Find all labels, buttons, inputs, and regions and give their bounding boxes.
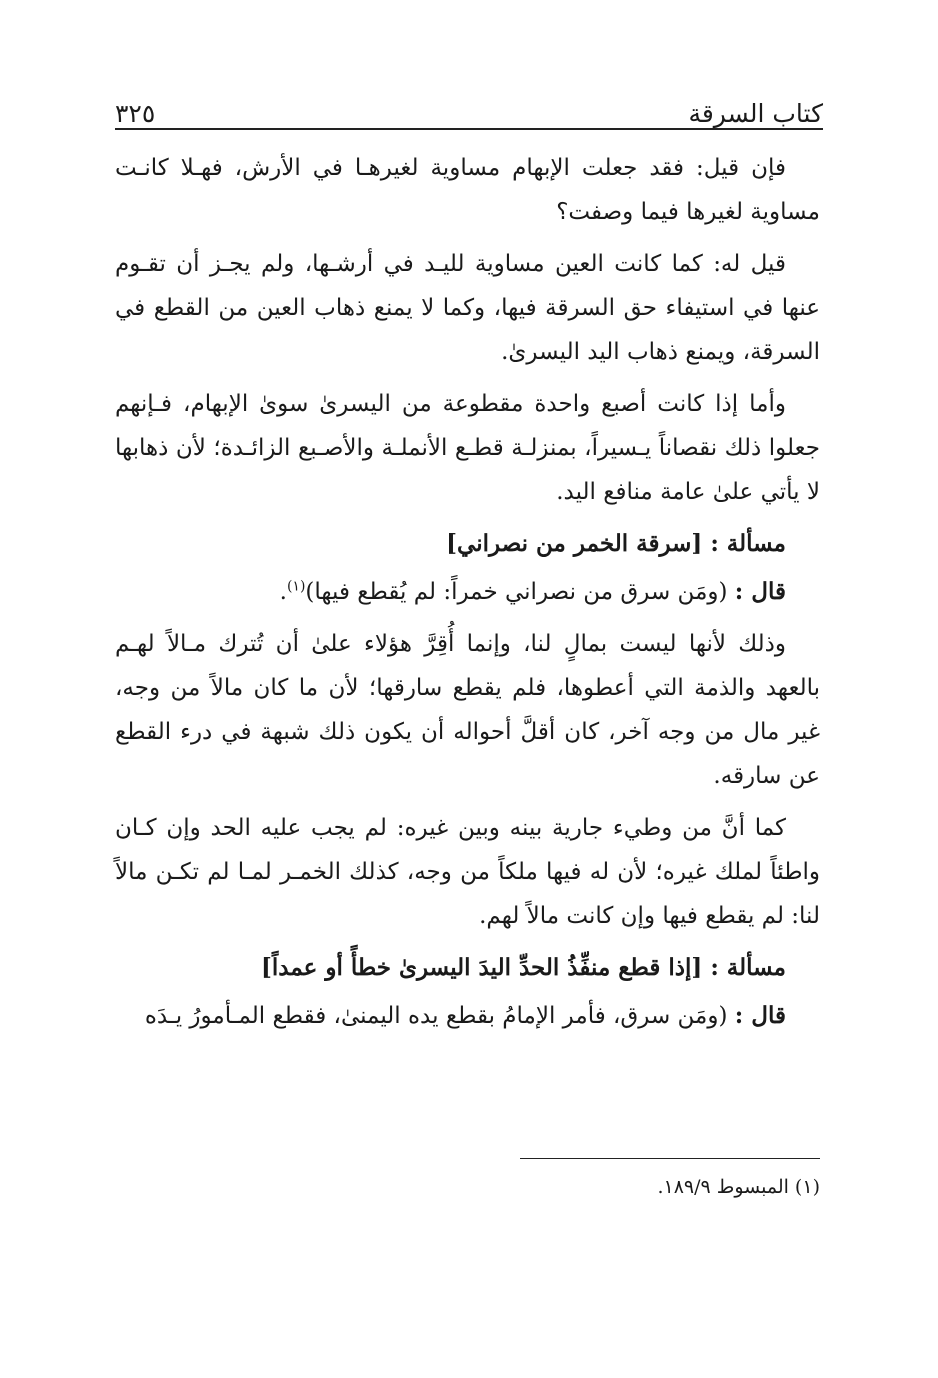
masala-label: مسألة : [710,954,786,981]
paragraph: قيل له: كما كانت العين مساوية لليـد في أرشـها، ولم يجـز أن تقـوم عنها في استيفاء حق السرقة فيها، وكما لا يمنع ذهاب العين من القطع في السرقة، ويمنع ذهاب اليد اليسرىٰ. [115,251,820,365]
footnote-ref[interactable]: (١) [286,578,306,595]
book-title: كتاب السرقة [688,99,823,128]
qal-text: (ومَن سرق، فأمر الإمامُ بقطع يده اليمنىٰ، فقطع المـأمورُ يـدَه [144,1003,728,1029]
paragraph: كما أنَّ من وطيء جارية بينه وبين غيره: لم يجب عليه الحد وإن كـان واطئاً لملك غيره؛ لأن له فيها ملكاً من وجه، كذلك الخمـر لمـا لم تكـن مالاً لنا: لم يقطع فيها وإن كانت مالاً لهم. [115,815,820,929]
page-number: ٣٢٥ [115,99,156,128]
masala-title: [سرقة الخمر من نصراني] [446,530,703,557]
masala-heading [115,946,820,990]
paragraph: وأما إذا كانت أصبع واحدة مقطوعة من اليسرىٰ سوىٰ الإبهام، فـإنهم جعلوا ذلك نقصاناً يـسيراً، بمنزلـة قطـع الأنملـة والأصـبع الزائـدة؛ لأن ذهابها لا يأتي علىٰ عامة منافع اليد. [115,391,820,505]
paragraph: فإن قيل: فقد جعلت الإبهام مساوية لغيرهـا في الأرش، فهـلا كانـت مساوية لغيرها فيما وصفت؟ [115,155,820,225]
masala-heading [115,522,820,566]
footnote-rule [520,1158,820,1159]
running-header [115,82,823,126]
masala-label: مسألة : [710,530,786,557]
qal-end: . [279,579,287,605]
footnote: (١) المبسوط ١٨٩/٩. [657,1176,820,1198]
main-text [115,146,820,1046]
paragraph: وذلك لأنها ليست بمالٍ لنا، وإنما أُقِرَّ هؤلاء علىٰ أن تُترك مـالاً لهـم بالعهد والذمة التي أعطوها، فلم يقطع سارقها؛ لأن ما كان مالاً من وجه، غير مال من وجه آخر، كان أقلَّ أحواله أن يكون ذلك شبهة في درء القطع عن سارقه. [115,631,820,789]
qal-paragraph [115,570,820,614]
qal-text: (ومَن سرق من نصراني خمراً: لم يُقطع فيها) [305,579,728,605]
masala-title: [إذا قطع منفِّذُ الحدِّ اليدَ اليسرىٰ خطأً أو عمداً] [261,954,703,981]
qal-paragraph [115,994,820,1038]
qal-label: قال : [734,578,786,605]
header-rule [115,128,823,130]
qal-label: قال : [734,1002,786,1029]
